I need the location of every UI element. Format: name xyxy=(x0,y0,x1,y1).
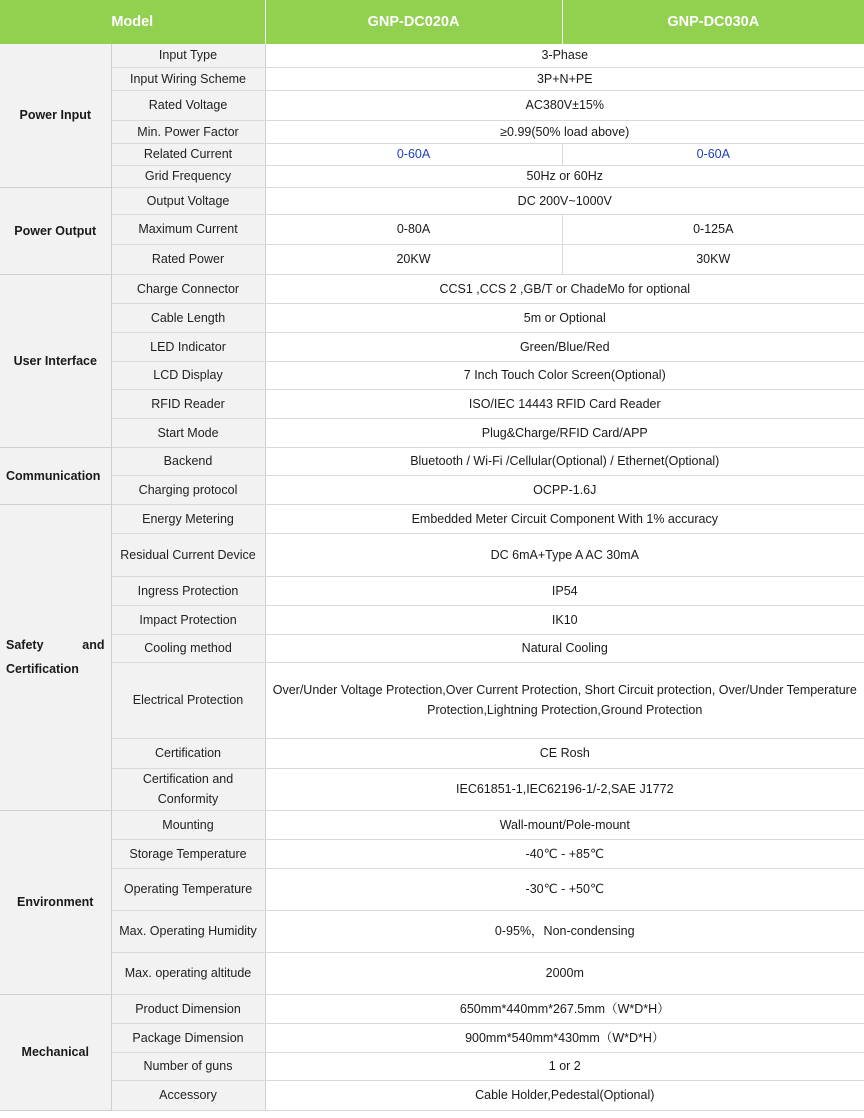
spec-row xyxy=(0,1052,864,1080)
param-label: Related Current xyxy=(111,143,265,165)
param-label: Storage Temperature xyxy=(111,839,265,868)
spec-row xyxy=(0,475,864,504)
param-value: CE Rosh xyxy=(265,738,864,768)
param-value: DC 6mA+Type A AC 30mA xyxy=(265,533,864,576)
param-value: Over/Under Voltage Protection,Over Current Protection, Short Circuit protection, Over/Under Temperature Protection,Lightning Protection,Ground Protection xyxy=(265,662,864,738)
param-label: LCD Display xyxy=(111,361,265,389)
spec-row xyxy=(0,274,864,303)
param-value: 3P+N+PE xyxy=(265,67,864,90)
param-value: IK10 xyxy=(265,605,864,634)
group-environment: Environment xyxy=(0,810,111,994)
spec-row xyxy=(0,738,864,768)
spec-row xyxy=(0,418,864,447)
spec-row xyxy=(0,214,864,244)
param-value: AC380V±15% xyxy=(265,90,864,120)
param-value: 5m or Optional xyxy=(265,303,864,332)
spec-row xyxy=(0,910,864,952)
param-value-dc030a: 30KW xyxy=(562,244,864,274)
param-value: -30℃ - +50℃ xyxy=(265,868,864,910)
param-value: Embedded Meter Circuit Component With 1% accuracy xyxy=(265,504,864,533)
spec-row xyxy=(0,389,864,418)
param-label: Certification xyxy=(111,738,265,768)
spec-row xyxy=(0,768,864,810)
param-label: Min. Power Factor xyxy=(111,120,265,143)
param-value: Wall-mount/Pole-mount xyxy=(265,810,864,839)
param-label: Energy Metering xyxy=(111,504,265,533)
param-label: Number of guns xyxy=(111,1052,265,1080)
param-value: ISO/IEC 14443 RFID Card Reader xyxy=(265,389,864,418)
spec-row xyxy=(0,303,864,332)
param-value: 50Hz or 60Hz xyxy=(265,165,864,187)
param-value: Plug&Charge/RFID Card/APP xyxy=(265,418,864,447)
param-label: Mounting xyxy=(111,810,265,839)
group-word-and: and xyxy=(82,638,105,652)
spec-row xyxy=(0,143,864,165)
spec-row xyxy=(0,576,864,605)
spec-row xyxy=(0,332,864,361)
spec-row xyxy=(0,504,864,533)
param-value: -40℃ - +85℃ xyxy=(265,839,864,868)
param-label: Start Mode xyxy=(111,418,265,447)
param-label: Package Dimension xyxy=(111,1023,265,1052)
param-label: LED Indicator xyxy=(111,332,265,361)
param-label: Charge Connector xyxy=(111,274,265,303)
spec-row xyxy=(0,165,864,187)
group-user-interface: User Interface xyxy=(0,274,111,447)
param-label: Cable Length xyxy=(111,303,265,332)
spec-row xyxy=(0,187,864,214)
param-label: Output Voltage xyxy=(111,187,265,214)
header-gnp-dc020a: GNP-DC020A xyxy=(265,0,562,44)
param-value-dc030a: 0-125A xyxy=(562,214,864,244)
spec-row xyxy=(0,605,864,634)
param-label: Max. operating altitude xyxy=(111,952,265,994)
param-value-dc020a: 20KW xyxy=(265,244,562,274)
param-label: Backend xyxy=(111,447,265,475)
param-value: Green/Blue/Red xyxy=(265,332,864,361)
param-label: Charging protocol xyxy=(111,475,265,504)
param-label: Accessory xyxy=(111,1080,265,1110)
param-label: Residual Current Device xyxy=(111,533,265,576)
spec-row xyxy=(0,662,864,738)
param-value: 3-Phase xyxy=(265,44,864,67)
param-value: CCS1 ,CCS 2 ,GB/T or ChadeMo for optional xyxy=(265,274,864,303)
param-value-dc030a: 0-60A xyxy=(562,143,864,165)
spec-row xyxy=(0,1023,864,1052)
param-value: IEC61851-1,IEC62196-1/-2,SAE J1772 xyxy=(265,768,864,810)
param-value: 2000m xyxy=(265,952,864,994)
header-row xyxy=(0,0,864,44)
param-value: IP54 xyxy=(265,576,864,605)
param-label: Certification and Conformity xyxy=(111,768,265,810)
param-label: Max. Operating Humidity xyxy=(111,910,265,952)
param-value: Natural Cooling xyxy=(265,634,864,662)
spec-row xyxy=(0,952,864,994)
spec-row xyxy=(0,120,864,143)
param-label: Ingress Protection xyxy=(111,576,265,605)
spec-row xyxy=(0,1080,864,1110)
param-value: OCPP-1.6J xyxy=(265,475,864,504)
param-label: Grid Frequency xyxy=(111,165,265,187)
spec-row xyxy=(0,361,864,389)
spec-row xyxy=(0,44,864,67)
param-label: Cooling method xyxy=(111,634,265,662)
param-value: 900mm*540mm*430mm（W*D*H） xyxy=(265,1023,864,1052)
param-value: DC 200V~1000V xyxy=(265,187,864,214)
param-value: 650mm*440mm*267.5mm（W*D*H） xyxy=(265,994,864,1023)
spec-row xyxy=(0,533,864,576)
spec-row xyxy=(0,67,864,90)
param-value: ≥0.99(50% load above) xyxy=(265,120,864,143)
param-label: Operating Temperature xyxy=(111,868,265,910)
spec-row xyxy=(0,90,864,120)
param-label: Maximum Current xyxy=(111,214,265,244)
param-label: Rated Power xyxy=(111,244,265,274)
group-power-output: Power Output xyxy=(0,187,111,274)
param-value: Bluetooth / Wi-Fi /Cellular(Optional) / Ethernet(Optional) xyxy=(265,447,864,475)
param-label: Rated Voltage xyxy=(111,90,265,120)
header-model: Model xyxy=(0,0,265,44)
spec-row xyxy=(0,447,864,475)
param-value-dc020a: 0-80A xyxy=(265,214,562,244)
group-mechanical: Mechanical xyxy=(0,994,111,1110)
param-label: Input Wiring Scheme xyxy=(111,67,265,90)
param-value: 0-95%，Non-condensing xyxy=(265,910,864,952)
group-power-input: Power Input xyxy=(0,44,111,187)
group-communication: Communication xyxy=(0,447,111,504)
spec-row xyxy=(0,244,864,274)
param-label: Input Type xyxy=(111,44,265,67)
group-word-certification: Certification xyxy=(6,662,79,676)
spec-row xyxy=(0,810,864,839)
param-label: Impact Protection xyxy=(111,605,265,634)
param-value-dc020a: 0-60A xyxy=(265,143,562,165)
param-label: RFID Reader xyxy=(111,389,265,418)
param-label: Electrical Protection xyxy=(111,662,265,738)
param-value: 7 Inch Touch Color Screen(Optional) xyxy=(265,361,864,389)
param-value: 1 or 2 xyxy=(265,1052,864,1080)
param-value: Cable Holder,Pedestal(Optional) xyxy=(265,1080,864,1110)
group-safety-certification xyxy=(0,504,111,810)
spec-row xyxy=(0,634,864,662)
spec-row xyxy=(0,839,864,868)
spec-row xyxy=(0,868,864,910)
group-word-safety: Safety xyxy=(6,638,44,652)
spec-row xyxy=(0,994,864,1023)
param-label: Product Dimension xyxy=(111,994,265,1023)
group-label-line1 xyxy=(6,635,105,655)
header-gnp-dc030a: GNP-DC030A xyxy=(562,0,864,44)
